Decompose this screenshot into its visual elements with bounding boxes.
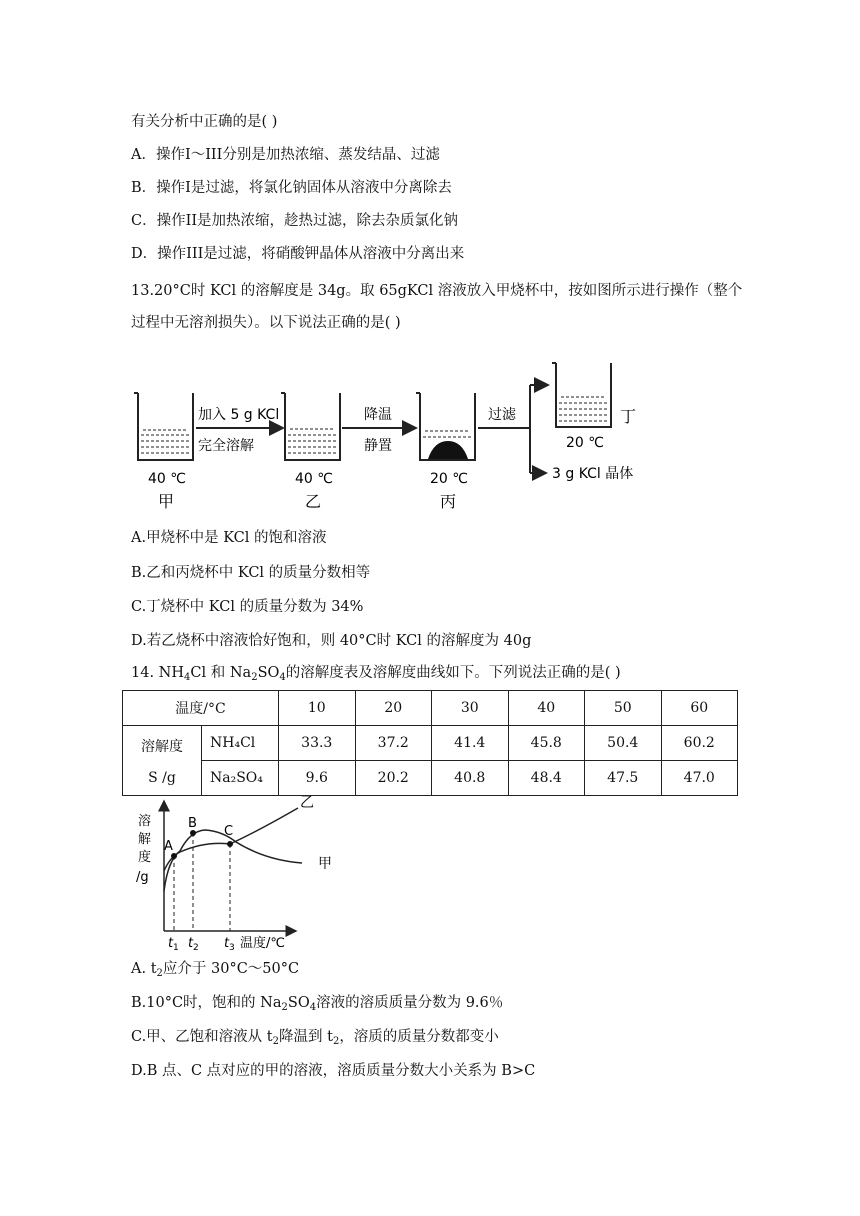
q14-option-a: A. $t_2$应介于 30°C～50°C (131, 961, 300, 979)
nh4cl-label: NH₄Cl (202, 726, 279, 761)
curve-jia-label: 甲 (318, 856, 332, 872)
curve-yi-label: 乙 (300, 795, 314, 811)
q14-option-d: D.B 点、C 点对应的甲的溶液，溶质质量分数大小关系为 B>C (131, 1063, 536, 1079)
temp-cell: 60 (661, 691, 738, 726)
q12-option-c: C．操作II是加热浓缩，趁热过滤，除去杂质氯化钠 (131, 213, 459, 229)
table-cell: 47.0 (661, 761, 738, 796)
point-c-label: C (224, 824, 234, 839)
q13-option-d: D.若乙烧杯中溶液恰好饱和，则 40°C时 KCl 的溶解度为 40g (131, 633, 532, 649)
table-cell: 48.4 (508, 761, 585, 796)
kcl-crystals (428, 441, 468, 459)
t1-label: t (168, 936, 174, 951)
x-axis-label: 温度/℃ (240, 936, 285, 951)
beaker-name-bing: 丙 (440, 492, 457, 511)
point-c-marker (227, 841, 233, 847)
q13-stem-line1: 13.20°C时 KCl 的溶解度是 34g。取 65gKCl 溶液放入甲烧杯中，按如图所示进行操作（整个 (131, 283, 743, 299)
arrow1-top-label: 加入 5 g KCl (198, 407, 280, 423)
table-cell: 60.2 (661, 726, 738, 761)
q12-option-a: A．操作I～III分别是加热浓缩、蒸发结晶、过滤 (131, 147, 440, 163)
table-row-na2so4 (123, 761, 738, 796)
table-cell: 41.4 (432, 726, 509, 761)
arrow2-top-label: 降温 (364, 407, 392, 423)
table-cell: 45.8 (508, 726, 585, 761)
y-label-char: 溶 (138, 814, 152, 829)
y-label-char: /g (136, 870, 149, 885)
q13-stem-line2: 过程中无溶剂损失）。以下说法正确的是( ) (131, 315, 401, 331)
temp-cell: 20 (355, 691, 432, 726)
table-cell: 9.6 (279, 761, 356, 796)
curve-jia (164, 830, 302, 891)
beaker-yi (281, 393, 340, 487)
svg-text:1: 1 (173, 943, 179, 953)
beaker-jia (134, 393, 193, 487)
point-a-label: A (164, 839, 173, 854)
beaker-ding (552, 363, 611, 451)
table-cell: 20.2 (355, 761, 432, 796)
q13-beaker-diagram (128, 355, 668, 511)
q12-stem-tail: 有关分析中正确的是( ) (131, 114, 278, 130)
q14-option-b: B.10°C时，饱和的 $Na_2SO_4$溶液的溶质质量分数为 9.6％ (131, 995, 504, 1013)
arrow2-bottom-label: 静置 (364, 438, 392, 454)
beaker-bing (416, 393, 475, 487)
table-row-nh4cl (123, 726, 738, 761)
q12-option-d: D．操作III是过滤，将硝酸钾晶体从溶液中分离出来 (131, 246, 465, 262)
table-cell: 47.5 (585, 761, 662, 796)
temp-cell: 30 (432, 691, 509, 726)
temp-cell: 10 (279, 691, 356, 726)
svg-text:2: 2 (193, 943, 199, 953)
q13-option-a: A.甲烧杯中是 KCl 的饱和溶液 (131, 530, 327, 546)
solubility-row-label: 溶解度 S /g (123, 726, 202, 796)
beaker-bing-temp: 20 ℃ (430, 471, 468, 487)
y-label-char: 解 (138, 832, 152, 847)
arrow3-top-label: 过滤 (488, 407, 516, 423)
table-cell: 37.2 (355, 726, 432, 761)
q13-option-c: C.丁烧杯中 KCl 的质量分数为 34% (131, 599, 364, 615)
q14-option-c: C.甲、乙饱和溶液从 $t_2$降温到 $t_2$，溶质的质量分数都变小 (131, 1029, 499, 1047)
header-temp-label: 温度/°C (123, 691, 279, 726)
table-cell: 33.3 (279, 726, 356, 761)
crystal-output-label: 3 g KCl 晶体 (552, 466, 634, 482)
point-b-label: B (188, 816, 197, 831)
beaker-jia-temp: 40 ℃ (148, 471, 186, 487)
beaker-yi-temp: 40 ℃ (295, 471, 333, 487)
table-header-row (123, 691, 738, 726)
beaker-name-ding: 丁 (620, 407, 637, 426)
q12-option-b: B．操作I是过滤，将氯化钠固体从溶液中分离除去 (131, 180, 452, 196)
solubility-curve-graph (130, 795, 350, 955)
q14-stem: 14. $NH_4Cl$ 和 $Na_2SO_4$的溶解度表及溶解度曲线如下。下列说法正确的是( ) (131, 665, 621, 683)
t3-label: t (224, 936, 230, 951)
curve-yi (164, 808, 298, 871)
t2-label: t (188, 936, 194, 951)
beaker-name-yi: 乙 (305, 492, 322, 511)
table-cell: 50.4 (585, 726, 662, 761)
temp-cell: 50 (585, 691, 662, 726)
q13-option-b: B.乙和丙烧杯中 KCl 的质量分数相等 (131, 565, 371, 581)
table-cell: 40.8 (432, 761, 509, 796)
solubility-table (122, 690, 738, 796)
beaker-name-jia: 甲 (158, 492, 175, 511)
na2so4-label: Na₂SO₄ (202, 761, 279, 796)
arrow1-bottom-label: 完全溶解 (198, 438, 254, 454)
temp-cell: 40 (508, 691, 585, 726)
beaker-ding-temp: 20 ℃ (566, 435, 604, 451)
svg-text:3: 3 (229, 943, 235, 953)
y-label-char: 度 (138, 850, 152, 865)
